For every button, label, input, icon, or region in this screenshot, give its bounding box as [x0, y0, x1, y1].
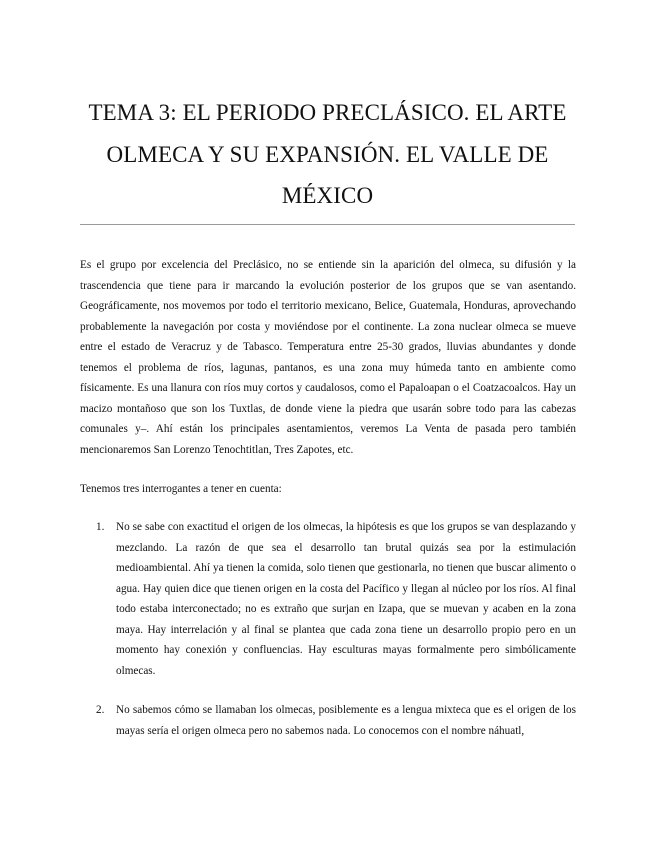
list-item-text: No sabemos cómo se llamaban los olmecas, posiblemente es a lengua mixteca que es el origen de los mayas sería el origen olmeca pero no sabemos nada. Lo conocemos con el nombre náhuatl,: [116, 704, 576, 737]
list-item-number: 2.: [96, 704, 105, 716]
questions-list: [80, 517, 576, 741]
list-item: [80, 517, 576, 681]
title-divider: [80, 224, 575, 225]
list-item-text: No se sabe con exactitud el origen de los olmecas, la hipótesis es que los grupos se van desplazando y mezclando. La razón de que sea el desarrollo tan brutal quizás sea por la estimulación medioambiental. Ahí ya tienen la comida, solo tienen que gestionarla, no tienen que buscar alimento o agua. Hay quien dice que tienen origen en la costa del Pacífico y llegan al núcleo por los ríos. Al final todo estaba interconectado; no es extraño que surjan en Izapa, que se muevan y acaben en la zona maya. Hay interrelación y al final se plantea que cada zona tiene un desarrollo propio pero en un momento hay conexión y confluencias. Hay esculturas mayas formalmente pero simbólicamente olmecas.: [116, 521, 576, 677]
document-title: TEMA 3: EL PERIODO PRECLÁSICO. EL ARTE OLMECA Y SU EXPANSIÓN. EL VALLE DE MÉXICO: [88, 100, 567, 208]
list-item: [80, 700, 576, 741]
intro-paragraph: Es el grupo por excelencia del Preclásico, no se entiende sin la aparición del olmeca, su difusión y la trascendencia que tiene para ir marcando la evolución posterior de los grupos que se van asentando. Geográficamente, nos movemos por todo el territorio mexicano, Belice, Guatemala, Honduras, aprovechando probablemente la navegación por costa y moviéndose por el continente. La zona nuclear olmeca se mueve entre el estado de Veracruz y de Tabasco. Temperatura entre 25-30 grados, lluvias abundantes y donde tenemos el problema de ríos, lagunas, pantanos, es una zona muy húmeda tanto en ambiente como físicamente. Es una llanura con ríos muy cortos y caudalosos, como el Papaloapan o el Coatzacoalcos. Hay un macizo montañoso que son los Tuxtlas, de donde viene la piedra que usarán sobre todo para las cabezas comunales y–. Ahí están los principales asentamientos, veremos La Venta de pasada pero también mencionaremos San Lorenzo Tenochtitlan, Tres Zapotes, etc.: [80, 259, 576, 456]
list-item-number: 1.: [96, 521, 105, 533]
questions-intro-paragraph: Tenemos tres interrogantes a tener en cuenta:: [80, 483, 282, 495]
